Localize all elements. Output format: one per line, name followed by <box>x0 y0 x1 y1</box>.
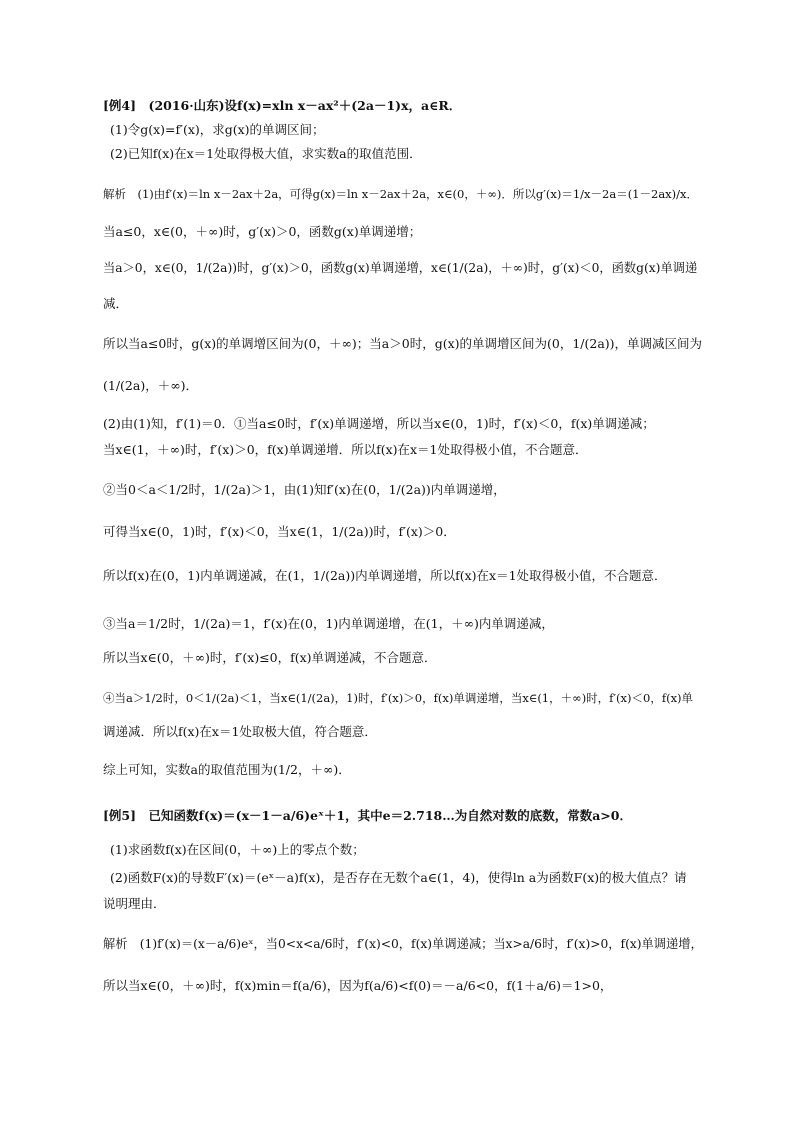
solution-line: 所以当x∈(0，＋∞)时，f′(x)≤0，f(x)单调递减，不合题意． <box>103 650 437 665</box>
solution-line: 可得当x∈(0，1)时，f′(x)＜0，当x∈(1，1/(2a))时，f′(x)＞0． <box>103 524 456 539</box>
solution-line: 当a＞0，x∈(0，1/(2a))时，g′(x)＞0，函数g(x)单调递增，x∈(1/(2a)，＋∞)时，g′(x)＜0，函数g(x)单调递 <box>103 261 698 275</box>
solution-line: 所以f(x)在(0，1)内单调递减，在(1，1/(2a))内单调递增，所以f(x)在x＝1处取得极小值，不合题意． <box>103 568 667 583</box>
solution-line: ③当a＝1/2时，1/(2a)＝1，f′(x)在(0，1)内单调递增，在(1，＋∞)内单调递减， <box>103 616 554 631</box>
example-4-question-2: (2)已知f(x)在x＝1处取得极大值，求实数a的取值范围． <box>110 146 422 161</box>
solution-line: 减． <box>103 296 129 311</box>
solution-line: 当a≤0，x∈(0，＋∞)时，g′(x)＞0，函数g(x)单调递增； <box>103 224 422 239</box>
solution-line: 综上可知，实数a的取值范围为(1/2，＋∞)． <box>103 762 351 777</box>
solution-line: 当x∈(1，＋∞)时，f′(x)＞0，f(x)单调递增．所以f(x)在x＝1处取得极小值，不合题意． <box>103 442 588 457</box>
solution-line: 所以当a≤0时，g(x)的单调增区间为(0，＋∞)；当a＞0时，g(x)的单调增区间为(0，1/(2a))，单调减区间为 <box>103 336 703 351</box>
solution-line: (1/(2a)，＋∞)． <box>103 378 198 393</box>
example-5-question-1: (1)求函数f(x)在区间(0，＋∞)上的零点个数； <box>110 842 365 857</box>
solution-line: 所以当x∈(0，＋∞)时，f(x)min＝f(a/6)，因为f(a/6)<f(0)＝－a/6<0，f(1＋a/6)＝1>0， <box>103 978 613 993</box>
example-4-question-1: (1)令g(x)=f′(x)，求g(x)的单调区间； <box>110 122 325 137</box>
solution-line: 解析 (1)f′(x)＝(x－a/6)eˣ，当0<x<a/6时，f′(x)<0，f(x)单调递减；当x>a/6时，f′(x)>0，f(x)单调递增， <box>103 937 703 951</box>
solution-line: (2)由(1)知，f′(1)＝0．①当a≤0时，f′(x)单调递增，所以当x∈(0，1)时，f′(x)＜0，f(x)单调递减； <box>103 416 655 431</box>
solution-line: ④当a＞1/2时，0＜1/(2a)＜1，当x∈(1/(2a)，1)时，f′(x)＞0，f(x)单调递增，当x∈(1，＋∞)时，f′(x)＜0，f(x)单 <box>103 691 694 705</box>
example-5-question-2: (2)函数F(x)的导数F′(x)＝(eˣ－a)f(x)，是否存在无数个a∈(1，4)，使得ln a为函数F(x)的极大值点？请 <box>110 870 687 885</box>
example-5-question-2-cont: 说明理由． <box>103 896 166 911</box>
solution-line: 解析 (1)由f′(x)＝ln x－2ax＋2a，可得g(x)＝ln x－2ax＋2a，x∈(0，＋∞)．所以g′(x)＝1/x－2a＝(1－2ax)/x． <box>103 187 699 201</box>
example-5-title: [例5] 已知函数f(x)＝(x－1－a/6)eˣ＋1，其中e＝2.718…为自然对数的底数，常数a>0． <box>103 808 632 823</box>
example-4-title: [例4] (2016·山东)设f(x)=xln x－ax²＋(2a－1)x，a∈R． <box>103 98 462 113</box>
solution-line: ②当0＜a＜1/2时，1/(2a)＞1，由(1)知f′(x)在(0，1/(2a))内单调递增， <box>103 482 506 497</box>
solution-line: 调递减．所以f(x)在x＝1处取极大值，符合题意． <box>103 724 377 739</box>
